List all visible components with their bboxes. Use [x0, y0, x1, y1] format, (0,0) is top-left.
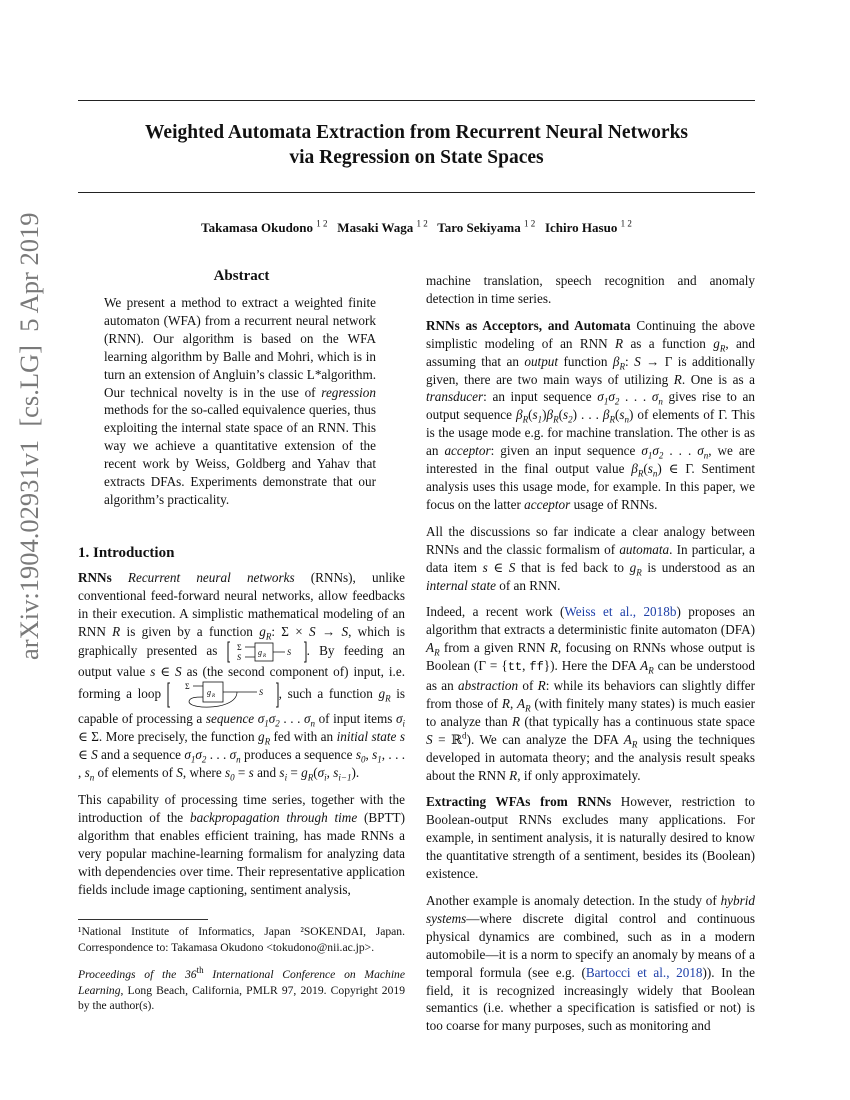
- text-run: abstraction: [458, 678, 519, 694]
- text-run: 1: [264, 719, 269, 730]
- text-run: ¹National Institute of Informatics, Japan ²SOKENDAI, Japan. Correspondence to: Takamasa Okudono <tokudono@nii.ac.jp>.: [78, 925, 405, 954]
- text-run: σ: [641, 443, 648, 459]
- text-run: R: [307, 772, 314, 783]
- text-run: . . .: [663, 443, 698, 459]
- text-run: s: [150, 663, 156, 679]
- text-run: (that typically has a continuous state space: [520, 713, 755, 729]
- text-run: A: [426, 640, 435, 656]
- text-run: is understood as an: [641, 559, 756, 575]
- text-run: R: [501, 695, 510, 711]
- text-run: n: [703, 450, 709, 461]
- text-run: Continuing the above simplistic modeling of an RNN: [426, 317, 756, 351]
- text-run: ) of elements of Γ. This is the usage mode e.g. for machine translation. The other is as an: [426, 407, 756, 459]
- text-run: This capability of processing time series, together with the introduction of the: [78, 792, 405, 825]
- text-run: as (the second component of) input, i.e. forming a loop: [78, 663, 406, 702]
- text-run: : Σ ×: [271, 623, 310, 639]
- text-run: that is fed back to: [515, 559, 630, 575]
- text-run: s: [248, 765, 254, 781]
- abstract-heading: Abstract: [213, 268, 270, 284]
- text-run: β: [516, 407, 523, 423]
- text-run: 2: [568, 414, 573, 425]
- text-run: R: [264, 736, 271, 747]
- text-run: fed with an: [270, 729, 337, 745]
- text-run: . . .: [279, 711, 304, 727]
- text-run: acceptor: [444, 443, 491, 459]
- text-run: 0: [230, 772, 235, 783]
- author: Masaki Waga $^{1 2}$: [337, 218, 428, 235]
- text-run: s: [532, 407, 538, 423]
- text-run: σ: [597, 389, 604, 405]
- text-run: d: [462, 730, 467, 741]
- text-run: acceptor: [524, 496, 571, 512]
- body-paragraph: [426, 892, 755, 1035]
- svg-text:g: g: [257, 647, 262, 657]
- text-run: (: [313, 765, 318, 781]
- text-run: g: [378, 686, 386, 702]
- text-run: usage of RNNs.: [570, 496, 658, 512]
- text-run: 2: [201, 754, 207, 765]
- text-run: of elements of: [94, 765, 177, 781]
- text-run: , if only approximately.: [517, 767, 641, 783]
- text-run: S: [175, 663, 182, 679]
- text-run: Indeed, a recent work (: [426, 604, 565, 620]
- text-run: σ: [229, 747, 237, 763]
- text-run: , focusing on RNNs whose output is Boolean (Γ = {: [426, 640, 755, 674]
- text-run: output: [524, 353, 559, 369]
- text-run: automata: [619, 541, 670, 557]
- text-run: s: [482, 559, 488, 575]
- text-run: 2: [614, 397, 620, 408]
- text-run: s: [224, 765, 231, 781]
- text-run: R: [719, 343, 726, 354]
- text-run: s: [333, 765, 339, 781]
- text-run: → Γ is additionally given, there are two main ways of utilizing: [426, 353, 756, 387]
- text-run: )). In the field, it is recognized increasingly widely that Boolean semantics (i.e. whether a specification is satisfied or not) is too coarse for many purposes, such as monitoring and: [426, 964, 755, 1034]
- text-run: —where discrete digital control and continuous physical dynamics are combined, such as in a modern automobile—it is a norm to specify an anomaly by means of a temporal formula (see e.g. (: [426, 910, 755, 980]
- text-run: S: [176, 765, 183, 781]
- text-run: R: [522, 414, 529, 425]
- text-run: hybrid systems: [426, 893, 755, 926]
- text-run: : given an input sequence: [490, 443, 642, 459]
- text-run: Proceedings of the 36: [78, 968, 197, 982]
- text-run: gives rise to an output sequence: [426, 389, 755, 423]
- text-run: σ: [303, 711, 311, 727]
- text-run: σ: [195, 747, 202, 763]
- text-run: , Long Beach, California, PMLR 97, 2019. Copyright 2019 by the author(s).: [78, 983, 405, 1013]
- text-run: RNNs as Acceptors, and Automata: [426, 317, 631, 333]
- text-run: n: [89, 772, 95, 783]
- text-run: ) ∈ Γ. Sentiment analysis uses this usage mode, for example. In this paper, we focus on the latter: [426, 461, 756, 512]
- text-run: . One is as a: [681, 371, 755, 387]
- text-run: R: [112, 623, 121, 639]
- text-run: backpropagation through time: [189, 809, 358, 825]
- text-run: We present a method to extract a weighted finite automaton (WFA) from a recurrent neural network (RNN). Our algorithm is based on the WFA learning algorithm by Balle and Mohri, which is in turn an extension of Angluin’s classic L*algorithm. Our technical novelty is in the use of: [104, 295, 376, 400]
- text-run: s: [84, 765, 90, 781]
- text-run: :: [624, 353, 635, 369]
- text-run: σ: [652, 443, 659, 459]
- text-run: methods for the so-called equivalence queries, thus exploiting the internal state space of an RNN. This way we achieve a quantitative extension of the recent work by Weiss, Goldberg and Yahav that extracts DFAs. Experiments demonstrate that our algorithm’s practicality.: [104, 402, 376, 507]
- text-run: 1: [603, 397, 609, 408]
- text-run: R: [637, 468, 644, 479]
- text-run: regression: [321, 384, 376, 400]
- text-run: of an RNN.: [495, 577, 561, 593]
- text-run: s: [355, 747, 361, 763]
- text-run: S: [309, 623, 316, 639]
- text-run: , which is graphically presented as: [78, 623, 406, 658]
- text-run: n: [310, 719, 315, 730]
- text-run: International Conference on Machine Learning: [78, 968, 405, 997]
- text-run: and: [253, 765, 280, 781]
- text-run: Extracting WFAs from RNNs: [426, 794, 612, 810]
- text-run: n: [236, 754, 241, 765]
- text-run: . . .: [206, 747, 230, 763]
- author: Taro Sekiyama $^{1 2}$: [437, 218, 536, 235]
- text-run: (: [558, 407, 564, 423]
- text-run: and a sequence: [97, 747, 185, 763]
- text-run: 0: [360, 754, 366, 765]
- text-run: A: [623, 731, 632, 747]
- text-run: →: [315, 623, 342, 639]
- svg-text:S: S: [236, 652, 241, 662]
- proceedings-note: [78, 967, 405, 1014]
- text-run: (: [528, 407, 533, 423]
- svg-text:g: g: [206, 688, 211, 698]
- text-run: R: [385, 694, 391, 705]
- text-run: n: [652, 468, 658, 479]
- text-run: th: [196, 965, 204, 976]
- text-run: internal state: [426, 577, 496, 593]
- text-run: 1: [377, 754, 382, 765]
- text-run: (: [615, 407, 620, 423]
- text-run: g: [259, 623, 266, 639]
- text-run: S: [634, 353, 641, 369]
- rnn-loop-diagram: [167, 680, 279, 710]
- text-run: β: [631, 461, 638, 477]
- text-run: . By feeding an output value: [78, 642, 405, 679]
- text-run: , . . . ,: [78, 747, 406, 781]
- title-rule: [78, 192, 755, 193]
- text-run: ∈: [78, 747, 92, 763]
- text-run: . . .: [619, 389, 652, 405]
- text-run: R: [434, 647, 440, 658]
- text-run: ) . . .: [572, 407, 603, 423]
- title-line: Weighted Automata Extraction from Recurrent Neural Networks: [144, 122, 689, 143]
- text-run: using the techniques developed in automata theory; and the analysis result speaks about the RNN: [426, 731, 755, 783]
- text-run: σ: [268, 711, 276, 727]
- body-paragraph: [426, 523, 755, 595]
- text-run: n: [658, 397, 663, 408]
- text-run: = ℝ: [432, 731, 463, 747]
- body-paragraph: [426, 603, 755, 784]
- svg-text:S: S: [286, 647, 291, 657]
- text-run: 1: [647, 450, 653, 461]
- text-run: R: [549, 640, 558, 656]
- text-run: : an input sequence: [483, 389, 598, 405]
- citation-link[interactable]: Bartocci et al., 2018: [585, 964, 703, 980]
- text-run: σ: [651, 389, 659, 405]
- citation-link[interactable]: Weiss et al., 2018b: [564, 604, 677, 620]
- text-run: function: [558, 353, 613, 369]
- text-run: (BPTT) algorithm that enables efficient training, has made RNNs a very popular machine-learning formalism for analyzing data with dependencies over time. Their representative application fields include image captioning, sentiment analysis,: [78, 809, 405, 897]
- text-run: : while its behaviors can slightly differ from those of: [426, 678, 755, 711]
- text-run: ∈ Σ. More precisely, the function: [78, 729, 258, 745]
- text-run: from a given RNN: [439, 640, 550, 656]
- text-run: =: [287, 765, 302, 781]
- text-run: of: [518, 678, 538, 694]
- text-run: σ: [697, 443, 704, 459]
- text-run: S: [508, 559, 516, 575]
- text-run: s: [647, 461, 653, 477]
- text-run: . In particular, a data item: [426, 541, 755, 575]
- text-run: ). We can analyze the DFA: [466, 731, 624, 747]
- text-run: S: [426, 731, 433, 747]
- text-run: Recurrent neural networks: [127, 569, 295, 585]
- body-paragraph: [426, 793, 755, 883]
- text-run: g: [301, 765, 308, 781]
- text-run: R: [525, 703, 531, 714]
- text-run: σ: [257, 711, 265, 727]
- text-run: ∈: [487, 559, 509, 575]
- author-list: [78, 220, 755, 236]
- top-rule: [78, 100, 755, 101]
- text-run: g: [629, 559, 637, 575]
- text-run: σ: [317, 765, 325, 781]
- text-run: of input items: [314, 711, 396, 727]
- section-heading-introduction: 1. Introduction: [78, 544, 175, 561]
- text-run: R: [537, 678, 546, 694]
- text-run: g: [258, 729, 265, 745]
- footnote: [78, 924, 405, 955]
- text-run: , and assuming that an: [426, 335, 755, 369]
- text-run: However, restriction to Boolean-output RNNs excludes many applications. For example, in sentiment analysis, it is naturally desired to know the quantitative strength of a sentiment, besides its (Boolean) existence.: [426, 794, 755, 882]
- arxiv-stamp: arXiv:1904.02931v1 [cs.LG] 5 Apr 2019: [14, 212, 44, 660]
- intro-paragraph: [78, 569, 405, 782]
- text-run: All the discussions so far indicate a clear analogy between RNNs and the classic formalism of: [426, 523, 755, 557]
- svg-text:R: R: [262, 653, 266, 659]
- abstract-text: [104, 294, 376, 509]
- text-run: R: [673, 371, 682, 387]
- text-run: ,: [509, 695, 518, 711]
- text-run: RNNs: [78, 569, 112, 585]
- title-line: via Regression on State Spaces: [289, 147, 544, 168]
- text-run: S: [91, 747, 98, 763]
- text-run: produces a sequence: [240, 747, 356, 763]
- text-run: i: [284, 772, 288, 783]
- text-run: (: [643, 461, 648, 477]
- text-run: Another example is anomaly detection. In the study of: [426, 893, 721, 908]
- text-run: n: [624, 414, 630, 425]
- text-run: R: [636, 567, 642, 578]
- text-run: (RNNs), unlike conventional feed-forward neural networks, allow feedbacks in their execution. A simplistic mathematical modeling of an RNN: [78, 569, 405, 639]
- text-run: R: [553, 414, 559, 425]
- text-run: s: [619, 407, 625, 423]
- paper-title: [78, 120, 755, 170]
- text-run: is capable of processing a: [78, 686, 405, 727]
- text-run: R: [512, 713, 521, 729]
- text-run: R: [648, 665, 654, 676]
- text-run: ,: [522, 658, 530, 674]
- text-run: R: [615, 335, 624, 351]
- left-column: [78, 266, 405, 1023]
- text-run: , such a function: [278, 686, 379, 702]
- svg-text:Σ: Σ: [236, 642, 242, 652]
- text-run: is given by a function: [120, 623, 260, 639]
- text-run: tt: [507, 660, 523, 675]
- body-paragraph: [426, 317, 755, 514]
- text-run: ): [542, 407, 547, 423]
- text-run: σ: [184, 747, 191, 763]
- svg-text:S: S: [258, 688, 263, 698]
- text-run: ∈: [155, 663, 176, 679]
- text-run: g: [713, 335, 720, 351]
- text-run: s: [563, 407, 569, 423]
- text-run: R: [265, 631, 272, 642]
- text-run: σ: [608, 389, 615, 405]
- text-run: R: [509, 767, 518, 783]
- text-run: machine translation, speech recognition and anomaly detection in time series.: [426, 273, 755, 306]
- text-run: ).: [351, 765, 360, 781]
- svg-text:Σ: Σ: [184, 682, 190, 692]
- text-run: 1: [190, 754, 196, 765]
- intro-paragraph: [78, 791, 405, 898]
- text-run: A: [640, 658, 649, 674]
- text-run: i: [324, 772, 327, 783]
- text-run: s: [372, 747, 378, 763]
- text-run: s: [399, 729, 405, 745]
- text-run: β: [612, 353, 620, 369]
- right-column: [426, 272, 755, 1044]
- text-run: i: [402, 719, 405, 730]
- text-run: ,: [365, 747, 373, 763]
- text-run: i−1: [338, 772, 352, 783]
- text-run: ff: [529, 660, 544, 675]
- text-run: , we are interested in the final output value: [426, 443, 755, 477]
- body-paragraph: [426, 272, 755, 308]
- text-run: , where: [182, 765, 225, 781]
- text-run: R: [619, 361, 625, 372]
- text-run: sequence: [205, 711, 255, 727]
- text-run: as a function: [623, 335, 714, 351]
- svg-text:R: R: [211, 694, 215, 700]
- text-run: σ: [395, 711, 403, 727]
- author: Takamasa Okudono $^{1 2}$: [201, 218, 328, 235]
- text-run: can be understood as an: [426, 658, 755, 694]
- text-run: ) proposes an algorithm that extracts a deterministic finite automaton (DFA): [426, 604, 755, 638]
- footnote-area: [78, 907, 405, 1023]
- text-run: R: [631, 739, 638, 750]
- text-run: initial state: [336, 729, 397, 745]
- text-run: transducer: [426, 389, 484, 405]
- author: Ichiro Hasuo $^{1 2}$: [544, 218, 632, 235]
- text-run: 2: [658, 450, 664, 461]
- text-run: }). Here the DFA: [543, 658, 641, 674]
- text-run: [112, 570, 128, 585]
- text-run: 1: [537, 414, 543, 425]
- text-run: A: [517, 695, 526, 711]
- text-run: β: [602, 407, 610, 423]
- text-run: R: [609, 414, 615, 425]
- text-run: =: [234, 765, 249, 781]
- text-run: S: [341, 623, 349, 639]
- footnote-rule: [78, 919, 208, 920]
- text-run: β: [546, 407, 554, 423]
- text-run: 2: [275, 719, 280, 730]
- text-run: ,: [326, 765, 334, 781]
- rnn-function-diagram: [227, 641, 307, 663]
- text-run: (with finitely many states) is much easier to analyze than: [426, 695, 755, 729]
- text-run: s: [279, 765, 285, 781]
